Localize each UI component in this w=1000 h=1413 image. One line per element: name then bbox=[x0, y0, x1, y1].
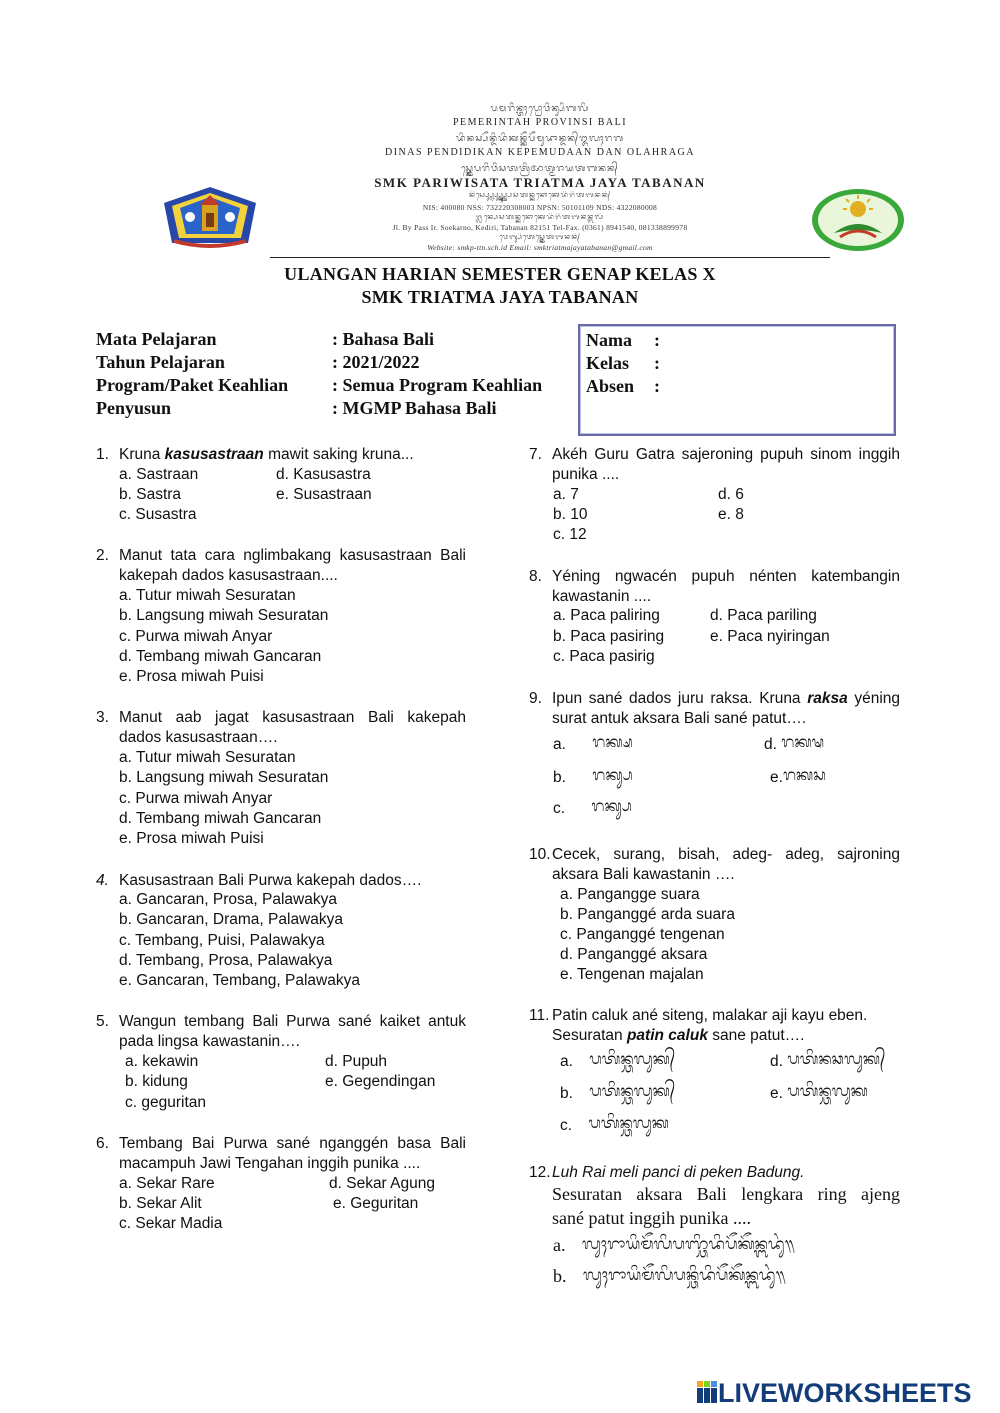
class-label: Kelas bbox=[586, 353, 629, 373]
government-name: PEMERINTAH PROVINSI BALI bbox=[452, 117, 628, 128]
question-4 bbox=[96, 871, 466, 891]
option-11e[interactable] bbox=[770, 1080, 868, 1108]
option-letter: b. bbox=[560, 1085, 573, 1103]
option-7b[interactable]: b. 10 bbox=[553, 506, 588, 523]
option-letter: d. bbox=[764, 736, 777, 754]
option-3e[interactable]: e. Prosa miwah Puisi bbox=[119, 830, 264, 847]
option-6b[interactable]: b. Sekar Alit bbox=[119, 1195, 202, 1212]
question-number: 2. bbox=[96, 547, 109, 564]
question-stem bbox=[552, 689, 900, 729]
stem-text: Kruna bbox=[119, 446, 165, 463]
attendance-number-field[interactable] bbox=[586, 376, 660, 397]
balinese-script-answer: ᬧᬢᬶᬦ᭄ᬘᬮᬸᬓ᭄ bbox=[589, 1083, 676, 1100]
option-10c[interactable]: c. Panganggé tengenan bbox=[560, 926, 725, 943]
info-label: Tahun Pelajaran bbox=[96, 352, 225, 372]
question-stem: Manut tata cara nglimbakang kasusastraan Bali kakepah dados kasusastraan.... bbox=[119, 547, 466, 585]
option-5e[interactable]: e. Gegendingan bbox=[325, 1073, 436, 1090]
liveworksheets-brand[interactable]: LIVEWORKSHEETS bbox=[718, 1378, 972, 1408]
option-3b[interactable]: b. Langsung miwah Sesuratan bbox=[119, 769, 329, 786]
question-11 bbox=[529, 1006, 900, 1046]
question-1 bbox=[96, 445, 466, 465]
option-4a[interactable]: a. Gancaran, Prosa, Palawakya bbox=[119, 891, 337, 908]
option-11b[interactable] bbox=[560, 1080, 675, 1108]
class-field[interactable] bbox=[586, 353, 660, 374]
option-letter: a. bbox=[553, 1235, 566, 1256]
option-letter: e. bbox=[770, 1085, 783, 1103]
liveworksheets-logo-icon bbox=[697, 1381, 717, 1403]
attendance-label: Absen bbox=[586, 376, 635, 396]
question-6 bbox=[96, 1134, 466, 1174]
info-value: : MGMP Bahasa Bali bbox=[332, 398, 497, 418]
question-8 bbox=[529, 567, 900, 607]
question-2 bbox=[96, 546, 466, 586]
stem-text: Sesuratan bbox=[552, 1027, 627, 1045]
question-stem: Cecek, surang, bisah, adeg- adeg, sajroning aksara Bali kawastanin …. bbox=[552, 846, 900, 884]
question-stem bbox=[119, 445, 466, 465]
option-4b[interactable]: b. Gancaran, Drama, Palawakya bbox=[119, 911, 343, 928]
option-2c[interactable]: c. Purwa miwah Anyar bbox=[119, 628, 273, 645]
school-ids: NIS: 400080 NSS: 732220308003 NPSN: 50101109 NDS: 4322080008 bbox=[422, 203, 658, 212]
attendance-colon: : bbox=[654, 376, 660, 396]
balinese-script-answer: ᬭᬓᬲ bbox=[782, 767, 826, 784]
question-stem: Akéh Guru Gatra sajeroning pupuh sinom inggih punika .... bbox=[552, 446, 900, 484]
question-5 bbox=[96, 1012, 466, 1052]
option-6d[interactable]: d. Sekar Agung bbox=[329, 1175, 435, 1192]
option-2a[interactable]: a. Tutur miwah Sesuratan bbox=[119, 587, 296, 604]
option-8d[interactable]: d. Paca pariling bbox=[710, 607, 817, 624]
option-9e[interactable] bbox=[770, 764, 826, 792]
balinese-script-answer: ᬭᬓ᭄ᬲ bbox=[591, 798, 632, 815]
school-logo bbox=[810, 187, 906, 253]
class-colon: : bbox=[654, 353, 660, 373]
question-stem: Kasusastraan Bali Purwa kakepah dados…. bbox=[119, 872, 422, 889]
option-6e[interactable]: e. Geguritan bbox=[333, 1195, 419, 1212]
question-stem: Tembang Bai Purwa sané nganggén basa Bali macampuh Jawi Tengahan inggih punika .... bbox=[119, 1135, 466, 1173]
question-3 bbox=[96, 708, 466, 748]
question-number: 3. bbox=[96, 709, 109, 726]
option-letter: b. bbox=[553, 769, 566, 787]
question-9 bbox=[529, 689, 900, 729]
balinese-script-answer: ᬧᬢᬶᬦ᭄ᬘᬮᬸᬓ bbox=[787, 1083, 868, 1100]
question-stem bbox=[552, 1006, 900, 1046]
option-1b[interactable]: b. Sastra bbox=[119, 486, 182, 503]
question-12 bbox=[529, 1163, 900, 1183]
option-letter: a. bbox=[560, 1053, 573, 1071]
option-7c[interactable]: c. 12 bbox=[553, 526, 587, 543]
question-12-line-3: sané patut inggih punika .... bbox=[552, 1208, 751, 1228]
stem-emphasis: raksa bbox=[807, 690, 848, 707]
question-number: 9. bbox=[529, 690, 542, 707]
option-5c[interactable]: c. geguritan bbox=[125, 1094, 206, 1111]
balinese-script-answer: ᬮᬸᬄᬭᬵᬬᬶᬫᭂᬮᬶᬧᬜ᭄ᬘᬶᬤᬶᬧᭂᬓᭂᬦ᭄ᬩᬤᬸᬂ᭟ bbox=[581, 1236, 795, 1253]
name-colon: : bbox=[654, 330, 660, 350]
option-1a[interactable]: a. Sastraan bbox=[119, 466, 199, 483]
option-letter: d. bbox=[770, 1053, 783, 1071]
letterhead-script-line: ᬤᬶᬦᬲ᭄ᬧᭂᬦ᭄ᬤᬶᬤᬶᬓᬦ᭄ᬓᭂᬧᭂᬫᬸᬤᬵᬦ᭄ᬤᬦ᭄ᬑᬮᬄᬭᬕ bbox=[455, 133, 625, 143]
letterhead-script-line: ᬚ᭄ᬮᬦ᭄ᬧᬾᬲᬢᬦ᭄ᬓᬦᭀᬓᬾᬤᬶᬭᬶᬢᬩᬦᬦ᭄ᬩᬮᬶ bbox=[475, 213, 605, 221]
option-letter: e. bbox=[770, 769, 783, 787]
option-12a[interactable] bbox=[553, 1233, 795, 1261]
info-value: : Bahasa Bali bbox=[332, 329, 435, 349]
option-8e[interactable]: e. Paca nyiringan bbox=[710, 628, 830, 645]
option-5a[interactable]: a. kekawin bbox=[125, 1053, 199, 1070]
stem-text: Ipun sané dados juru raksa. Kruna bbox=[552, 690, 808, 707]
letterhead bbox=[150, 95, 910, 255]
option-9b[interactable] bbox=[553, 764, 633, 792]
question-number: 1. bbox=[96, 446, 109, 463]
option-letter: a. bbox=[553, 736, 566, 754]
letterhead-divider bbox=[270, 257, 830, 258]
info-label: Penyusun bbox=[96, 398, 172, 418]
option-5b[interactable]: b. kidung bbox=[125, 1073, 188, 1090]
balinese-script-answer: ᬧᬢᬶᬦ᭄ᬘᬮᬸᬓ᭄ bbox=[589, 1051, 676, 1068]
question-stem: Wangun tembang Bali Purwa sané kaiket antuk pada lingsa kawastanin…. bbox=[119, 1013, 466, 1051]
option-11a[interactable] bbox=[560, 1048, 675, 1076]
option-10d[interactable]: d. Panganggé aksara bbox=[560, 946, 708, 963]
option-6c[interactable]: c. Sekar Madia bbox=[119, 1215, 223, 1232]
option-1d[interactable]: d. Kasusastra bbox=[276, 466, 371, 483]
question-number: 12. bbox=[529, 1164, 551, 1181]
option-1c[interactable]: c. Susastra bbox=[119, 506, 197, 523]
school-name: SMK PARIWISATA TRIATMA JAYA TABANAN bbox=[374, 175, 706, 190]
option-7d[interactable]: d. 6 bbox=[718, 486, 744, 503]
question-number: 7. bbox=[529, 446, 542, 463]
bali-province-crest bbox=[160, 185, 260, 251]
option-1e[interactable]: e. Susastraan bbox=[276, 486, 372, 503]
option-9d[interactable] bbox=[764, 731, 824, 759]
option-2d[interactable]: d. Tembang miwah Gancaran bbox=[119, 648, 322, 665]
stem-text: mawit saking kruna... bbox=[263, 446, 414, 463]
question-number: 11. bbox=[529, 1007, 550, 1024]
question-number: 10. bbox=[529, 846, 551, 863]
exam-info bbox=[96, 328, 542, 420]
option-11d[interactable] bbox=[770, 1048, 886, 1076]
info-label: Program/Paket Keahlian bbox=[96, 375, 289, 395]
option-3d[interactable]: d. Tembang miwah Gancaran bbox=[119, 810, 322, 827]
option-8b[interactable]: b. Paca pasiring bbox=[553, 628, 665, 645]
balinese-script-answer: ᬭᬓᬱ bbox=[781, 734, 825, 751]
balinese-script-answer: ᬮᬸᬄᬭᬵᬬᬶᬫᭂᬮᬶᬧᬦ᭄ᬘᬶᬤᬶᬧᭂᬓᭂᬦ᭄ᬩᬤᬸᬂ᭟ bbox=[582, 1267, 786, 1284]
stem-text: yéning surat antuk aksara Bali sané patut…. bbox=[552, 690, 901, 728]
balinese-script-answer: ᬧᬢᬶᬦᬘᬮᬸᬓ᭄ bbox=[787, 1051, 886, 1068]
option-letter: c. bbox=[560, 1117, 573, 1135]
option-10a[interactable]: a. Pangangge suara bbox=[560, 886, 700, 903]
letterhead-script-line: ᬯᬾᬩ᭄ᬲᬶᬢᬾᬲ᭄ᬫ᭄ᬓᬾᬢᬩᬦᬦ᭄ bbox=[499, 233, 581, 241]
stem-emphasis: patin caluk bbox=[626, 1027, 708, 1045]
option-10e[interactable]: e. Tengenan majalan bbox=[560, 966, 704, 983]
student-identity-box bbox=[578, 324, 896, 436]
question-7 bbox=[529, 445, 900, 485]
school-address: Jl. By Pass Ir. Soekarno, Kediri, Tabanan 82151 Tel-Fax. (0361) 8941540, 081338899978 bbox=[392, 223, 688, 232]
name-label: Nama bbox=[586, 330, 632, 350]
info-label: Mata Pelajaran bbox=[96, 329, 217, 349]
question-number: 4. bbox=[96, 872, 109, 889]
option-5d[interactable]: d. Pupuh bbox=[325, 1053, 388, 1070]
option-8c[interactable]: c. Paca pasirig bbox=[553, 648, 655, 665]
option-7a[interactable]: a. 7 bbox=[553, 486, 579, 503]
letterhead-script-line: ᬧᬫᬭᬶᬦ᭄ᬢᬄᬧ᭄ᬭᭀᬯᬶᬦ᭄ᬲᬶᬩᬮᬶ bbox=[490, 103, 590, 113]
option-7e[interactable]: e. 8 bbox=[718, 506, 744, 523]
option-2e[interactable]: e. Prosa miwah Puisi bbox=[119, 668, 264, 685]
option-3c[interactable]: c. Purwa miwah Anyar bbox=[119, 790, 273, 807]
question-stem: Luh Rai meli panci di peken Badung. bbox=[552, 1164, 805, 1181]
letterhead-script-line: ᬦᬶᬲ᭄ᬧ᭄ᬲ᭄ᬦ᭄ᬧ᭄ᬲ᭄ᬦ᭄ᬦ᭄ᬤ᭄ᬲ᭄ᬚ᭄ᬮ᭄ᬧᬾᬲᬢᬦ᭄ᬓᬦᭀᬓᬾᬤᬶᬭᬶᬢᬩᬦᬦ᭄ bbox=[468, 191, 612, 199]
option-6a[interactable]: a. Sekar Rare bbox=[119, 1175, 215, 1192]
option-9a[interactable] bbox=[553, 731, 633, 759]
option-4d[interactable]: d. Tembang, Prosa, Palawakya bbox=[119, 952, 333, 969]
question-12-line-2: Sesuratan aksara Bali lengkara ring ajeng bbox=[552, 1184, 900, 1204]
question-number: 6. bbox=[96, 1135, 109, 1152]
question-10 bbox=[529, 845, 900, 885]
stem-text: Patin caluk ané siteng, malakar aji kayu eben. bbox=[552, 1007, 868, 1024]
balinese-script-answer: ᬭᬓ᭄ᬲ bbox=[592, 767, 633, 784]
option-9c[interactable] bbox=[553, 795, 632, 823]
balinese-script-answer: ᬧᬢᬶᬦ᭄ᬘᬮᬸᬓ bbox=[588, 1115, 669, 1132]
option-8a[interactable]: a. Paca paliring bbox=[553, 607, 660, 624]
name-field[interactable] bbox=[586, 330, 660, 351]
question-stem: Yéning ngwacén pupuh nénten katembangin kawastanin .... bbox=[552, 568, 900, 606]
school-website: Website: smkp-ttn.sch.id Email: smktriatmajayatabanan@gmail.com bbox=[427, 243, 653, 252]
exam-title: ULANGAN HARIAN SEMESTER GENAP KELAS X bbox=[284, 264, 716, 284]
info-value: : 2021/2022 bbox=[332, 352, 420, 372]
stem-text: sane patut…. bbox=[707, 1027, 805, 1045]
option-3a[interactable]: a. Tutur miwah Sesuratan bbox=[119, 749, 296, 766]
balinese-script-answer: ᬭᬓ᭄ᬱ bbox=[592, 734, 633, 751]
question-number: 5. bbox=[96, 1013, 109, 1030]
option-10b[interactable]: b. Panganggé arda suara bbox=[560, 906, 735, 923]
stem-emphasis: kasusastraan bbox=[164, 446, 264, 463]
question-number: 8. bbox=[529, 568, 542, 585]
option-12b[interactable] bbox=[553, 1264, 785, 1292]
option-2b[interactable]: b. Langsung miwah Sesuratan bbox=[119, 607, 329, 624]
option-4e[interactable]: e. Gancaran, Tembang, Palawakya bbox=[119, 972, 360, 989]
letterhead-script-line: ᬲ᭄ᬫ᭄ᬓᬾᬧᬭᬶᬯᬶᬲᬢᬢ᭄ᬭᬶᬆᬢ᭄ᬫᬚᬬᬢᬩᬦᬦ᭄ bbox=[461, 163, 619, 173]
info-value: : Semua Program Keahlian bbox=[332, 375, 543, 395]
department-name: DINAS PENDIDIKAN KEPEMUDAAN DAN OLAHRAGA bbox=[385, 147, 695, 158]
school-title: SMK TRIATMA JAYA TABANAN bbox=[361, 287, 639, 307]
question-stem: Manut aab jagat kasusastraan Bali kakepah dados kasusastraan…. bbox=[119, 709, 466, 747]
option-letter: c. bbox=[553, 800, 566, 818]
option-11c[interactable] bbox=[560, 1112, 669, 1140]
option-letter: b. bbox=[553, 1266, 567, 1287]
option-4c[interactable]: c. Tembang, Puisi, Palawakya bbox=[119, 932, 325, 949]
